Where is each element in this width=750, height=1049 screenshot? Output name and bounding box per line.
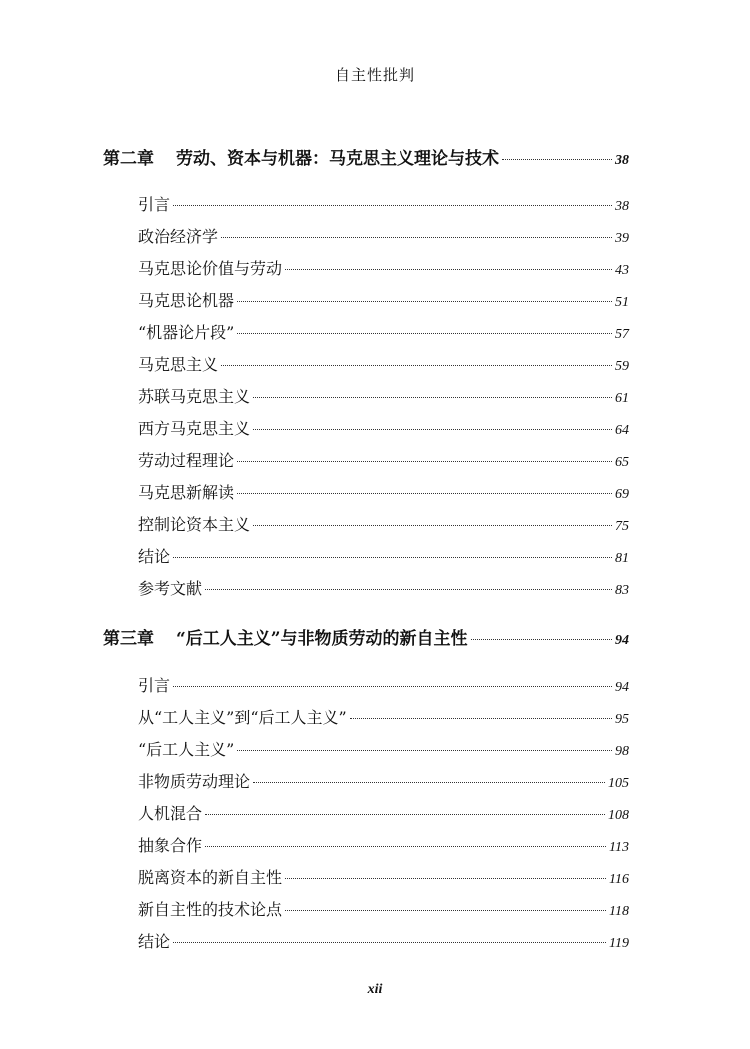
page-number: 95 (615, 712, 629, 727)
toc-entry[interactable] (138, 480, 629, 503)
chapter-label (103, 144, 499, 169)
toc-entry-title: 抽象合作 (138, 836, 203, 855)
toc-entry-title: 非物质劳动理论 (138, 772, 251, 791)
toc-entry-title: 马克思主义 (138, 355, 219, 374)
dot-leader (205, 846, 606, 847)
toc-entry[interactable] (138, 544, 629, 567)
page-folio: xii (367, 982, 383, 997)
dot-leader (285, 269, 612, 270)
toc-entry[interactable] (138, 801, 629, 824)
chapter-heading[interactable] (103, 144, 629, 169)
dot-leader (237, 461, 612, 462)
page-number: 38 (615, 199, 629, 214)
chapter-number: 第二章 (103, 149, 154, 169)
toc-entry-title: 结论 (138, 547, 171, 566)
toc-entry[interactable] (138, 769, 629, 792)
toc-entry[interactable] (138, 897, 629, 920)
toc-entry-title: 马克思新解读 (138, 483, 235, 502)
dot-leader (221, 237, 612, 238)
chapter-title: 劳动、资本与机器：马克思主义理论与技术 (176, 149, 499, 169)
dot-leader (205, 814, 605, 815)
toc-entry-title: 新自主性的技术论点 (138, 900, 283, 919)
page-number: 75 (615, 519, 629, 534)
dot-leader (350, 718, 612, 719)
toc-entry[interactable] (138, 256, 629, 279)
dot-leader (253, 397, 612, 398)
page-number: 64 (615, 423, 629, 438)
page-number: 113 (609, 840, 629, 855)
chapter-number: 第三章 (103, 629, 154, 649)
page-number: 98 (615, 744, 629, 759)
page-number: 118 (609, 904, 629, 919)
page-number: 59 (615, 359, 629, 374)
page-number: 38 (615, 153, 629, 168)
toc-entry-title: 引言 (138, 195, 171, 214)
chapter-label (103, 624, 468, 649)
toc-entry[interactable] (138, 352, 629, 375)
dot-leader (471, 639, 612, 640)
dot-leader (237, 333, 612, 334)
toc-entry-title: 结论 (138, 932, 171, 951)
toc-entry-title: 苏联马克思主义 (138, 387, 251, 406)
dot-leader (221, 365, 612, 366)
dot-leader (173, 686, 612, 687)
toc-entry[interactable] (138, 224, 629, 247)
dot-leader (253, 782, 605, 783)
toc-entry-title: 脱离资本的新自主性 (138, 868, 283, 887)
toc-entry[interactable] (138, 737, 629, 760)
toc-entry[interactable] (138, 865, 629, 888)
toc-entry-title: 马克思论价值与劳动 (138, 259, 283, 278)
page-number: 43 (615, 263, 629, 278)
toc-entry[interactable] (138, 384, 629, 407)
toc-entry[interactable] (138, 673, 629, 696)
dot-leader (237, 493, 612, 494)
toc-entry[interactable] (138, 929, 629, 952)
running-head: 自主性批判 (334, 66, 415, 84)
toc-entry[interactable] (138, 833, 629, 856)
page-number: 57 (615, 327, 629, 342)
toc-entry-title: 引言 (138, 676, 171, 695)
toc-entry-title: 参考文献 (138, 579, 203, 598)
toc-entry-title: “机器论片段” (138, 323, 235, 342)
dot-leader (237, 750, 612, 751)
page-number: 81 (615, 551, 629, 566)
dot-leader (237, 301, 612, 302)
page-number: 94 (615, 633, 629, 648)
toc-entry[interactable] (138, 192, 629, 215)
toc-entry-title: 控制论资本主义 (138, 515, 251, 534)
toc-entry-title: 政治经济学 (138, 227, 219, 246)
dot-leader (173, 557, 612, 558)
toc-entry-title: 西方马克思主义 (138, 419, 251, 438)
dot-leader (285, 910, 606, 911)
page-number: 94 (615, 680, 629, 695)
chapter-title: “后工人主义”与非物质劳动的新自主性 (176, 629, 468, 649)
page-number: 39 (615, 231, 629, 246)
toc-entry-title: 从“工人主义”到“后工人主义” (138, 708, 347, 727)
page-number: 108 (608, 808, 629, 823)
page-number: 69 (615, 487, 629, 502)
dot-leader (253, 525, 612, 526)
page-number: 65 (615, 455, 629, 470)
toc-entry[interactable] (138, 705, 629, 728)
toc-entry[interactable] (138, 320, 629, 343)
page-number: 119 (609, 936, 629, 951)
dot-leader (205, 589, 612, 590)
dot-leader (173, 205, 612, 206)
dot-leader (173, 942, 606, 943)
dot-leader (502, 159, 612, 160)
page-number: 105 (608, 776, 629, 791)
page-number: 83 (615, 583, 629, 598)
dot-leader (253, 429, 612, 430)
dot-leader (285, 878, 606, 879)
toc-entry-title: 马克思论机器 (138, 291, 235, 310)
toc-entry[interactable] (138, 416, 629, 439)
toc-entry-title: 人机混合 (138, 804, 203, 823)
toc-entry[interactable] (138, 448, 629, 471)
toc-entry[interactable] (138, 512, 629, 535)
toc-entry[interactable] (138, 288, 629, 311)
page-number: 61 (615, 391, 629, 406)
page-number: 116 (609, 872, 629, 887)
chapter-heading[interactable] (103, 624, 629, 649)
toc-entry-title: “后工人主义” (138, 740, 235, 759)
page-number: 51 (615, 295, 629, 310)
toc-entry-title: 劳动过程理论 (138, 451, 235, 470)
toc-entry[interactable] (138, 576, 629, 599)
